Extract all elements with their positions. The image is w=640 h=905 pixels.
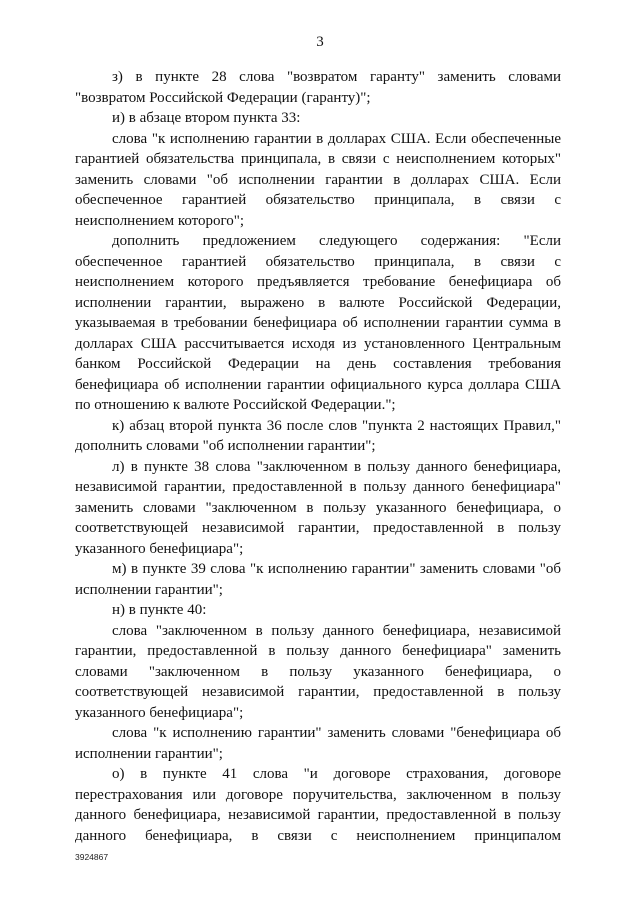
document-code: 3924867 xyxy=(75,852,109,862)
document-body xyxy=(75,67,561,846)
paragraph-i: и) в абзаце втором пункта 33: xyxy=(112,110,301,126)
paragraph-n-words-2: слова "к исполнению гарантии" заменить словами "бенефициара об исполнении гарантии"; xyxy=(75,725,561,762)
page-number: 3 xyxy=(316,34,324,50)
paragraph-l: л) в пункте 38 слова "заключенном в пользу данного бенефициара, независимой гарантии, предоставленной в пользу данного бенефициара" заменить словами "заключенном в пользу указанного бенефициара, о соответствующей независимой гарантии, предоставленной в пользу указанного бенефициара"; xyxy=(75,458,561,557)
paragraph-n: н) в пункте 40: xyxy=(112,602,207,618)
paragraph-i-words: слова "к исполнению гарантии в долларах США. Если обеспеченные гарантией обязательства принципала, в связи с неисполнением которых" заменить словами "об исполнении гарантии в долларах США. Если обеспеченное гарантией обязательство принципала, в связи с неисполнением которого"; xyxy=(75,130,561,229)
paragraph-i-supplement: дополнить предложением следующего содержания: "Если обеспеченное гарантией обязательство принципала, в связи с неисполнением которого предъявляется требование бенефициара об исполнении гарантии, выражено в валюте Российской Федерации, указываемая в требовании бенефициара об исполнении гарантии сумма в долларах США рассчитывается исходя из установленного Центральным банком Российской Федерации на день составления требования бенефициара об исполнении гарантии официального курса доллара США по отношению к валюте Российской Федерации."; xyxy=(75,233,561,413)
paragraph-o: о) в пункте 41 слова "и договоре страхования, договоре перестрахования или договоре поручительства, заключенном в пользу данного бенефициара, независимой гарантии, предоставленной в пользу данного бенефициара, в связи с неисполнением принципалом xyxy=(75,766,561,844)
paragraph-k: к) абзац второй пункта 36 после слов "пункта 2 настоящих Правил," дополнить словами "об исполнении гарантии"; xyxy=(75,417,561,454)
paragraph-m: м) в пункте 39 слова "к исполнению гарантии" заменить словами "об исполнении гарантии"; xyxy=(75,561,561,598)
paragraph-z: з) в пункте 28 слова "возвратом гаранту" заменить словами "возвратом Российской Федерации (гаранту)"; xyxy=(75,69,561,106)
paragraph-n-words-1: слова "заключенном в пользу данного бенефициара, независимой гарантии, предоставленной в пользу данного бенефициара" заменить словами "заключенном в пользу указанного бенефициара, о соответствующей независимой гарантии, предоставленной в пользу указанного бенефициара"; xyxy=(75,622,561,721)
